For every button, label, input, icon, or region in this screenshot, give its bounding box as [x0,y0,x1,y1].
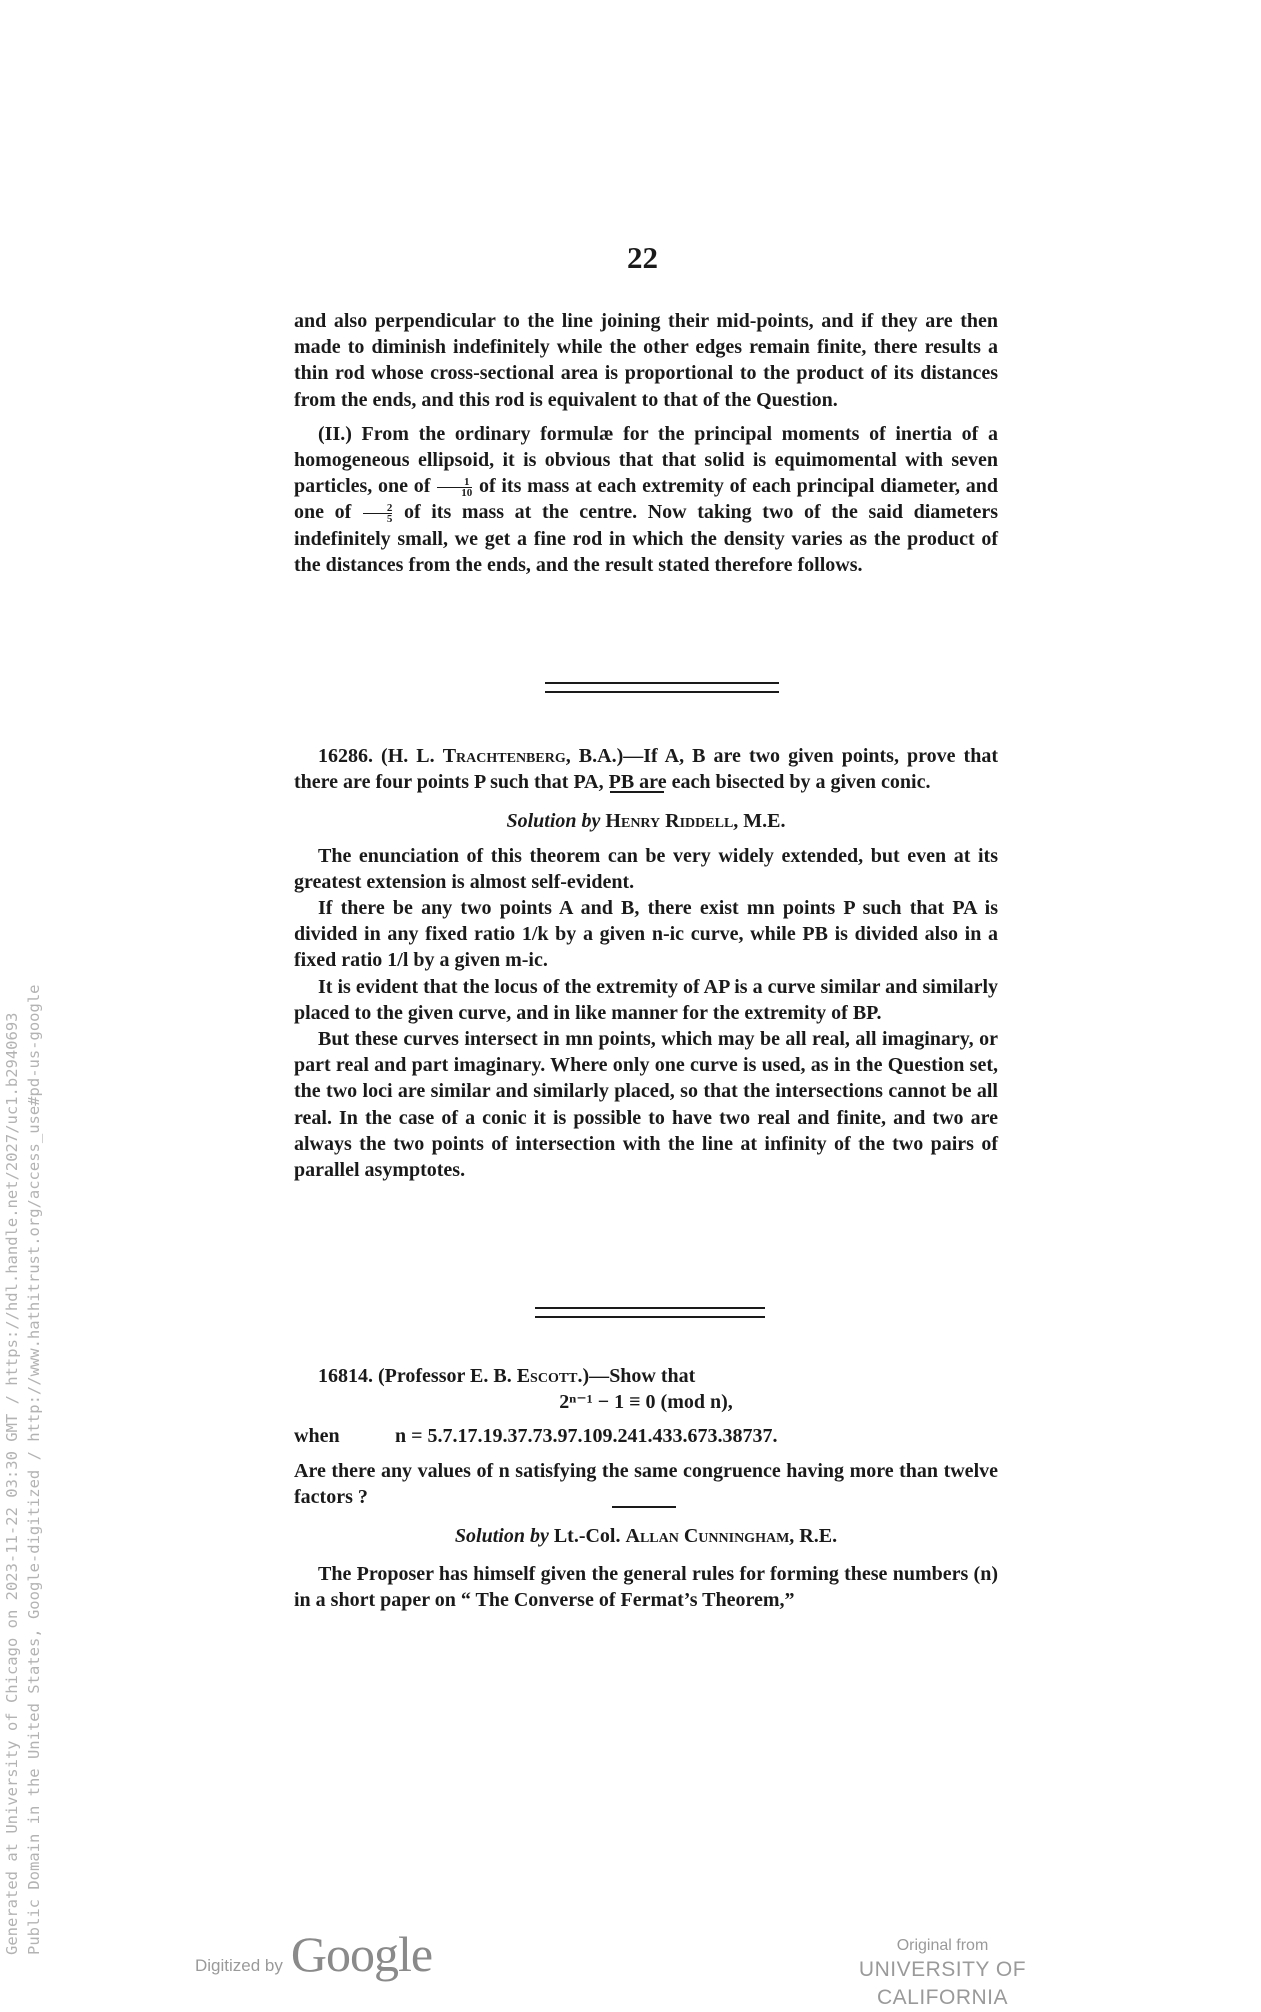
paragraph: It is evident that the locus of the extremity of AP is a curve similar and similarly placed to the given curve, and in like manner for the extremity of BP. [294,975,998,1024]
proposer-name: Escott [516,1365,578,1387]
hathitrust-stamp [1,984,45,1955]
question-16286 [294,743,998,1183]
page-number: 22 [627,240,658,275]
stamp-line-2: Public Domain in the United States, Google-digitized / http://www.hathitrust.org/access_use#pd-us-google [25,984,43,1955]
paragraph: But these curves intersect in mn points, which may be all real, all imaginary, or part real and part imaginary. Where only one curve is used, as in the Question set, the two loci are similar and similarly placed, so that the intersections cannot be all real. In the case of a conic it is possible to have two real and finite, and two are always the two points of intersection with the line at infinity of the two pairs of parallel asymptotes. [294,1028,998,1182]
university-label: UNIVERSITY OF CALIFORNIA [858,1958,1027,2009]
solution-heading: Solution by Henry Riddell, M.E. [506,810,786,833]
original-source-mark [800,1936,1085,2012]
paragraph: (II.) From the ordinary formulæ for the principal moments of inertia of a homogeneous ellipsoid, it is obvious that that solid is equimomental with seven particles, one of $\frac{1}{10}$ of its mass at each extremity of each principal diameter, and one of $\frac{2}{5}$ of its mass at the centre. Now taking two of the said diameters indefinitely small, we get a fine rod in which the density varies as the product of the distances from the ends, and the result stated therefore follows. [294,422,999,576]
question-number: 16814. [318,1365,373,1387]
proposer-name: Trachtenberg [442,745,566,767]
section-divider [535,1307,765,1318]
paragraph: If there be any two points A and B, there exist mn points P such that PA is divided in any fixed ratio 1/k by a given n-ic curve, while PB is divided also in a fixed ratio 1/l by a given m-ic. [294,897,998,972]
fraction: $\frac{1}{10}$ [437,477,472,498]
google-digitized-mark [195,1925,432,1983]
solution-heading: Solution by Lt.-Col. Allan Cunningham, R.E. [454,1525,838,1548]
section-divider [545,682,779,693]
stamp-line-1: Generated at University of Chicago on 2023-11-22 03:30 GMT / https://hdl.handle.net/2027/uc1.b2940693 [3,1012,21,1955]
paragraph: Are there any values of n satisfying the same congruence having more than twelve factors ? [294,1459,998,1508]
paragraph: and also perpendicular to the line joining their mid-points, and if they are then made to diminish indefinitely while the other edges remain finite, there results a thin rod whose cross-sectional area is proportional to the product of its distances from the ends, and this rod is equivalent to that of the Question. [294,310,998,411]
google-logo: Google [290,1926,433,1982]
fraction: $\frac{2}{5}$ [363,503,393,524]
paragraph: The enunciation of this theorem can be very widely extended, but even at its greatest extension is almost self-evident. [294,844,998,893]
digitized-label: Digitized by [195,1956,283,1975]
when-line: when n = 5.7.17.19.37.73.97.109.241.433.673.38737. [294,1425,778,1448]
paragraph: The Proposer has himself given the general rules for forming these numbers (n) in a short paper on “ The Converse of Fermat’s Theorem,” [294,1563,998,1612]
question-statement: 16814. (Professor E. B. Escott.)—Show that [318,1365,696,1387]
congruence-formula: 2ⁿ⁻¹ − 1 ≡ 0 (mod n), [559,1391,733,1414]
question-16814 [294,1363,998,1614]
original-label: Original from [896,1937,989,1954]
continuation-section [294,308,998,578]
question-number: 16286. [318,745,373,767]
question-statement: 16286. (H. L. Trachtenberg, B.A.)—If A, B are two given points, prove that there are four points P such that PA, PB are each bisected by a given conic. [294,745,998,794]
